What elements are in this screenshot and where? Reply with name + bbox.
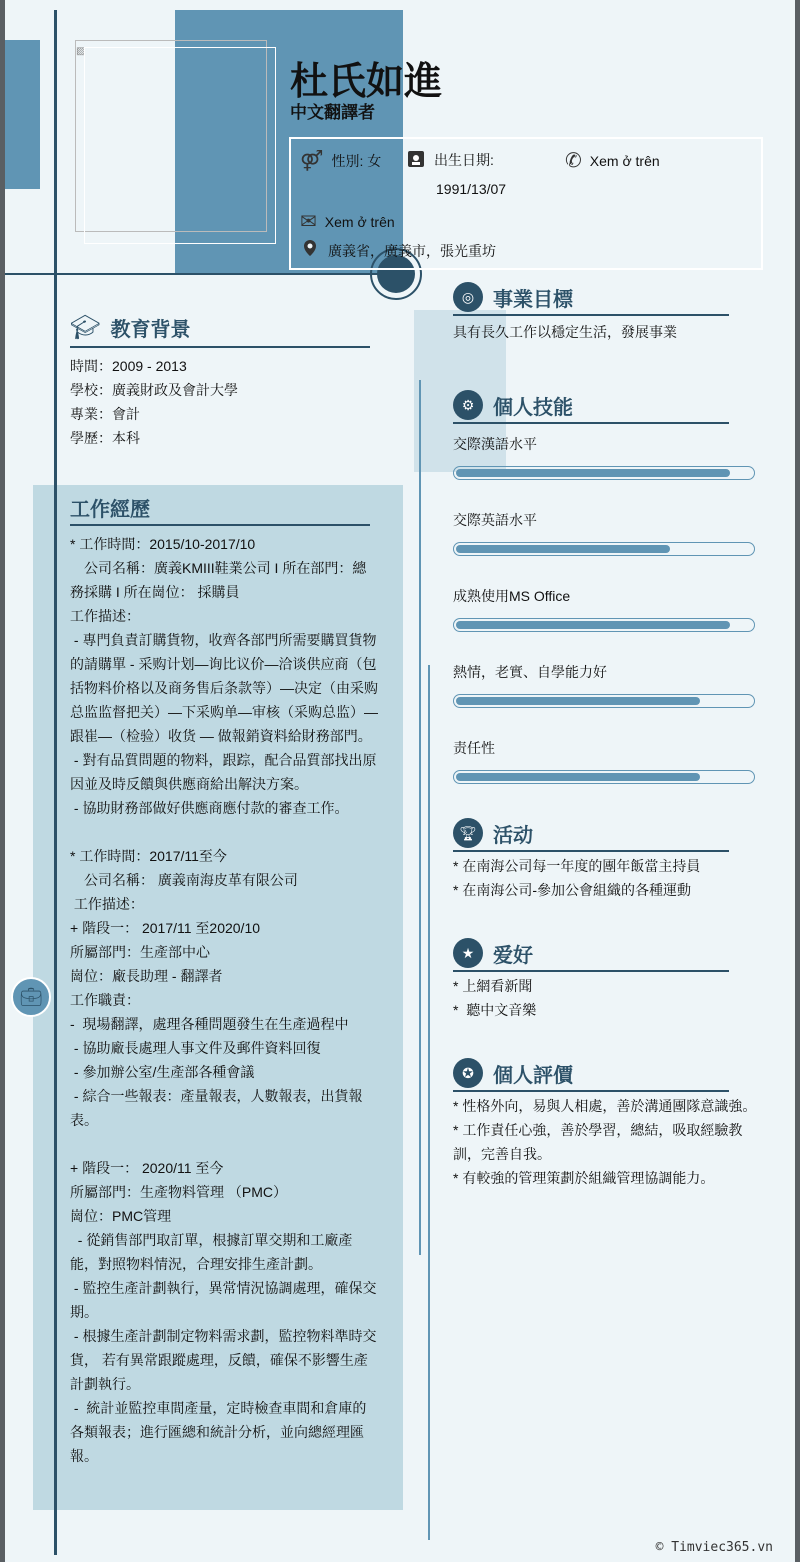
text-line: 專業：會計 xyxy=(70,406,140,422)
text-line: - 對有品質問題的物料，跟踪，配合品質部找出原因並及時反饋與供應商給出解決方案。 xyxy=(70,752,377,792)
job-title: 中文翻譯者 xyxy=(290,103,375,122)
deco-line xyxy=(419,380,421,1255)
skill-bar-fill xyxy=(456,469,730,477)
section-title: 活动 xyxy=(493,824,533,847)
section-title: 個人評價 xyxy=(493,1064,573,1087)
text-line: * 有較強的管理策劃於組織管理協調能力。 xyxy=(453,1170,715,1186)
skill-label: 成熟使用MS Office xyxy=(453,588,571,604)
left-frame xyxy=(0,0,5,1562)
star-icon: ★ xyxy=(453,938,483,968)
text-line: 所屬部門：生產部中心 xyxy=(70,944,210,960)
text-line: - 綜合一些報表：產量報表，人數報表，出貨報表。 xyxy=(70,1088,363,1128)
skill-bar xyxy=(453,466,755,480)
skill-bar-fill xyxy=(456,545,670,553)
email-text: Xem ở trên xyxy=(324,213,395,230)
candidate-name: 杜氏如進 xyxy=(290,61,443,103)
hobbies-lines xyxy=(453,974,729,1022)
text-line: 工作職責： xyxy=(70,992,140,1008)
text-line: 工作描述： xyxy=(70,608,140,624)
timeline-line xyxy=(54,10,57,1555)
text-line: - 協助財務部做好供應商應付款的審查工作。 xyxy=(70,800,349,816)
text-line: * 工作責任心強，善於學習，總結，吸取經驗教訓，完善自我。 xyxy=(453,1122,743,1162)
birth-label: 出生日期: xyxy=(434,151,494,168)
text-line: 時間：2009 - 2013 xyxy=(70,358,187,374)
address-info xyxy=(300,239,496,262)
map-pin-icon xyxy=(300,239,320,262)
address-text: 廣義省，廣義市，張光重坊 xyxy=(328,242,496,259)
skill-label: 责任性 xyxy=(453,740,495,756)
text-line: - 參加辦公室/生產部各種會議 xyxy=(70,1064,255,1080)
section-title: 工作經歷 xyxy=(70,499,150,521)
text-line: * 聽中文音樂 xyxy=(453,1002,537,1018)
skill-item xyxy=(453,586,729,632)
skill-label: 交際英語水平 xyxy=(453,512,537,528)
skill-bar xyxy=(453,542,755,556)
gender-text: 性別: 女 xyxy=(331,152,382,169)
text-line: + 階段一： 2020/11 至今 xyxy=(70,1160,224,1176)
text-line: 工作描述： xyxy=(70,896,144,912)
avatar: ▨ xyxy=(75,40,267,232)
work-section xyxy=(70,493,380,1468)
skills-list xyxy=(453,434,729,784)
avatar-frame xyxy=(84,47,276,244)
skill-label: 熱情，老實、自學能力好 xyxy=(453,664,607,680)
evaluation-lines xyxy=(453,1094,763,1190)
text-line: - 現場翻譯，處理各種問題發生在生產過程中 xyxy=(70,1016,349,1032)
gender-info xyxy=(300,148,381,173)
section-title: 個人技能 xyxy=(493,396,573,419)
gear-icon: ⚙ xyxy=(453,390,483,420)
text-line: - 監控生產計劃執行，異常情況協調處理，確保交期。 xyxy=(70,1280,377,1320)
email-info xyxy=(300,209,395,234)
text-line xyxy=(70,820,380,844)
skill-item xyxy=(453,434,729,480)
text-line: 崗位：PMC管理 xyxy=(70,1208,172,1224)
text-line: * 性格外向，易與人相處，善於溝通團隊意識強。 xyxy=(453,1098,757,1114)
text-line: - 統計並監控車間產量，定時檢查車間和倉庫的各類報表；進行匯總和統計分析，並向總經理匯報。 xyxy=(70,1400,367,1464)
phone-info xyxy=(565,148,660,173)
text-line: - 從銷售部門取訂單，根據訂單交期和工廠產能，對照物料情況，合理安排生產計劃。 xyxy=(70,1232,353,1272)
copyright: © Timviec365.vn xyxy=(655,1540,773,1555)
award-icon: ✪ xyxy=(453,1058,483,1088)
skill-item xyxy=(453,738,729,784)
text-line: 公司名稱：廣義KMIII鞋業公司 I 所在部門：總務採購 I 所在崗位： 採購員 xyxy=(70,560,367,600)
target-icon: ◎ xyxy=(453,282,483,312)
skill-bar xyxy=(453,770,755,784)
phone-icon: ✆ xyxy=(565,150,582,172)
scrollbar[interactable] xyxy=(795,0,800,1562)
text-line: + 階段一： 2017/11 至2020/10 xyxy=(70,920,261,936)
text-line: * 在南海公司-參加公會組織的各種運動 xyxy=(453,882,691,898)
deco-block xyxy=(5,40,40,189)
briefcase-icon: 💼︎ xyxy=(11,977,51,1017)
skill-bar-fill xyxy=(456,621,730,629)
text-line: 崗位：廠長助理 - 翻譯者 xyxy=(70,968,223,984)
activities-lines xyxy=(453,854,729,902)
text-line: 所屬部門：生產物料管理 （PMC） xyxy=(70,1184,287,1200)
section-title: 爱好 xyxy=(493,944,533,967)
phone-text: Xem ở trên xyxy=(589,152,660,169)
skill-item xyxy=(453,510,729,556)
text-line: * 工作時間：2015/10-2017/10 xyxy=(70,536,256,552)
skill-label: 交際漢語水平 xyxy=(453,436,537,452)
right-column xyxy=(453,282,757,1190)
text-line xyxy=(70,1132,380,1156)
calendar-icon xyxy=(406,148,426,171)
objective-text: 具有長久工作以穩定生活，發展事業 xyxy=(453,324,677,340)
text-line: 學歷：本科 xyxy=(70,430,140,446)
section-title: 事業目標 xyxy=(493,288,573,311)
text-line: * 工作時間：2017/11至今 xyxy=(70,848,227,864)
skill-item xyxy=(453,662,729,708)
text-line: * 上網看新聞 xyxy=(453,978,533,994)
text-line: 學校：廣義財政及會計大學 xyxy=(70,382,238,398)
birth-info xyxy=(406,148,494,171)
gender-icon: ⚤ xyxy=(300,150,324,172)
trophy-icon: 🏆︎ xyxy=(453,818,483,848)
section-title: 教育背景 xyxy=(110,319,191,341)
work-lines xyxy=(70,532,380,1468)
deco-line xyxy=(428,665,430,1540)
text-line: 公司名稱： 廣義南海皮革有限公司 xyxy=(70,872,298,888)
divider xyxy=(5,273,405,275)
graduation-cap-icon: 🎓︎ xyxy=(70,314,101,341)
text-line: - 根據生產計劃制定物料需求劃，監控物料準時交貨， 若有異常跟蹤處理，反饋，確保不影響生產計劃執行。 xyxy=(70,1328,377,1392)
skill-bar-fill xyxy=(456,773,700,781)
education-lines xyxy=(70,354,370,450)
education-section xyxy=(70,313,370,450)
skill-bar-fill xyxy=(456,697,700,705)
skill-bar xyxy=(453,618,755,632)
text-line: * 在南海公司每一年度的團年飯當主持員 xyxy=(453,858,701,874)
text-line: - 專門負責訂購貨物，收齊各部門所需要購買貨物的請購單 - 采购计划—询比议价—洽谈供应商（包括物料价格以及商务售后条款等）—决定（由采购总监监督把关）—下采购单—审核（采购总监）—跟崔—（检验）收货 — 做報銷資料給財務部門。 xyxy=(70,632,378,744)
skill-bar xyxy=(453,694,755,708)
text-line: - 協助廠長處理人事文件及郵件資料回復 xyxy=(70,1040,321,1056)
envelope-icon: ✉ xyxy=(300,211,317,233)
birth-value: 1991/13/07 xyxy=(436,181,507,197)
